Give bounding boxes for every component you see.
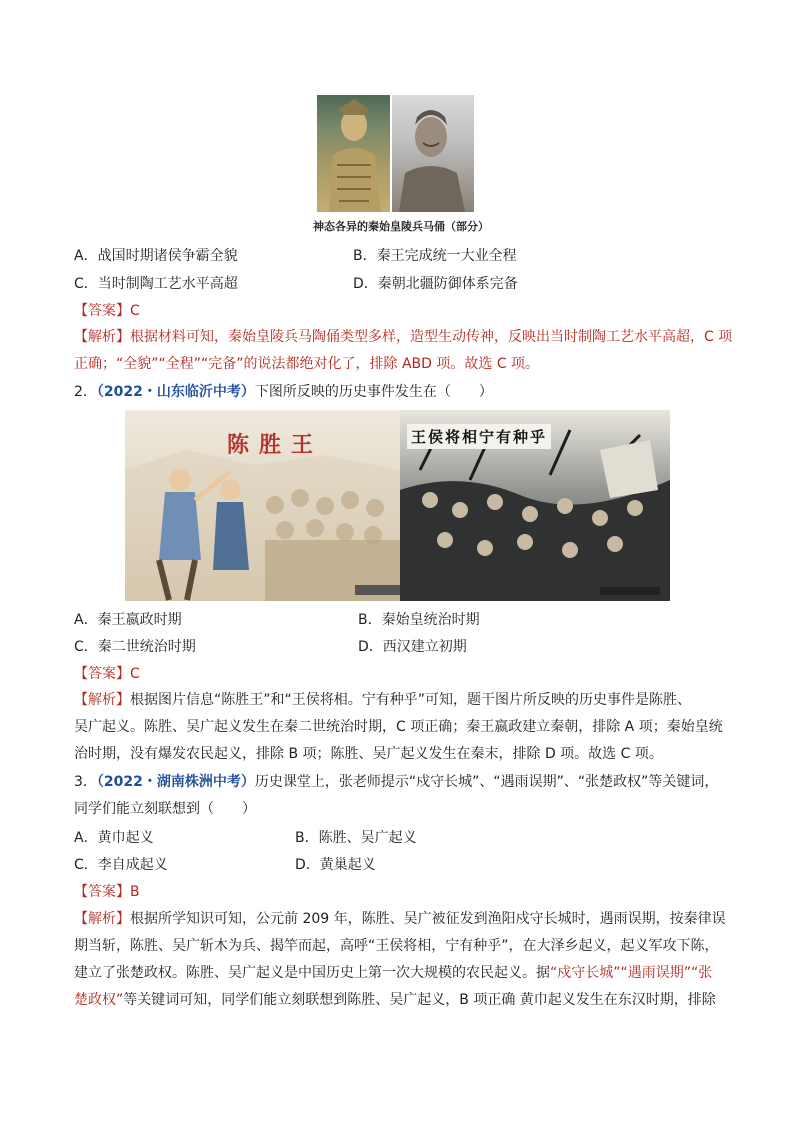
q1-option-c: C．当时制陶工艺水平高超	[74, 276, 238, 292]
q2-analysis-line3: 治时期，没有爆发农民起义，排除 B 项；陈胜、吴广起义发生在秦末，排除 D 项。故选 C 项。	[74, 746, 663, 762]
question-stem: 下图所反映的历史事件发生在（ ）	[254, 384, 493, 400]
keyword-highlight: 楚政权”	[74, 992, 124, 1008]
q2-option-b: B．秦始皇统治时期	[358, 612, 480, 628]
analysis-text: 建立了张楚政权。陈胜、吴广起义是中国历史上第一次大规模的农民起义。据	[74, 965, 550, 981]
q2-option-c: C．秦二世统治时期	[74, 639, 196, 655]
q1-option-d: D．秦朝北疆防御体系完备	[353, 276, 518, 292]
q3-option-b: B．陈胜、吴广起义	[295, 830, 417, 846]
q3-analysis-line3	[74, 963, 712, 983]
analysis-label: 【解析】	[74, 329, 130, 345]
answer-value: B	[130, 884, 140, 900]
question-stem: 历史课堂上，张老师提示“戍守长城”、“遇雨误期”、“张楚政权”等关键词，	[254, 774, 719, 790]
warrior-left-photo	[317, 95, 391, 212]
answer-value: C	[130, 303, 140, 319]
q2-stem	[74, 382, 493, 402]
question-source: （2022・山东临沂中考）	[96, 384, 255, 400]
answer-label: 【答案】	[74, 884, 130, 900]
q1-option-a: A．战国时期诸侯争霸全貌	[74, 248, 238, 264]
q1-option-b: B．秦王完成统一大业全程	[353, 248, 517, 264]
q3-analysis-line1	[74, 909, 726, 929]
answer-label: 【答案】	[74, 666, 130, 682]
chen-sheng-uprising-image	[125, 410, 670, 601]
q3-option-d: D．黄巢起义	[295, 857, 376, 873]
analysis-text: 根据所学知识可知，公元前 209 年，陈胜、吴广被征发到渔阳戍守长城时，遇雨误期，按秦律误	[130, 911, 726, 927]
q2-option-a: A．秦王嬴政时期	[74, 612, 182, 628]
answer-label: 【答案】	[74, 303, 130, 319]
answer-value: C	[130, 666, 140, 682]
image-label-bar	[355, 585, 400, 595]
keyword-highlight: “戍守长城”“遇雨误期”“张	[550, 965, 713, 981]
question-number: 3．	[74, 774, 97, 790]
q3-stem-line1	[74, 772, 718, 792]
question-number: 2．	[74, 384, 97, 400]
q3-stem-line2: 同学们能立刻联想到（ ）	[74, 801, 256, 817]
q2-option-d: D．西汉建立初期	[358, 639, 467, 655]
warrior-right-photo	[391, 95, 474, 212]
analysis-text: 根据材料可知，秦始皇陵兵马陶俑类型多样，造型生动传神，反映出当时制陶工艺水平高超，C 项	[130, 329, 733, 345]
q2-analysis-line1	[74, 690, 691, 710]
illustration-title-left: 陈胜王	[227, 432, 324, 458]
image-label-bar	[600, 587, 660, 595]
q3-option-c: C．李自成起义	[74, 857, 168, 873]
q1-analysis-line1	[74, 327, 732, 347]
image-divider	[390, 95, 392, 212]
q3-analysis-line2: 期当斩，陈胜、吴广斩木为兵、揭竿而起，高呼“王侯将相，宁有种乎”，在大泽乡起义，起义军攻下陈，	[74, 938, 719, 954]
q2-analysis-line2: 吴广起义。陈胜、吴广起义发生在秦二世统治时期，C 项正确；秦王嬴政建立秦朝，排除 A 项；秦始皇统	[74, 719, 723, 735]
q2-answer	[74, 664, 140, 684]
q1-analysis-line2: 正确；“全貌”“全程”“完备”的说法都绝对化了，排除 ABD 项。故选 C 项。	[74, 356, 540, 372]
figure-caption: 神态各异的秦始皇陵兵马俑（部分）	[313, 220, 489, 233]
analysis-label: 【解析】	[74, 692, 130, 708]
question-source: （2022・湖南株洲中考）	[96, 774, 255, 790]
terracotta-warriors-image	[317, 95, 474, 212]
q3-answer	[74, 882, 140, 902]
q1-answer	[74, 301, 140, 321]
illustration-title-right: 王侯将相宁有种乎	[407, 424, 551, 449]
q3-option-a: A．黄巾起义	[74, 830, 154, 846]
analysis-label: 【解析】	[74, 911, 130, 927]
analysis-text: 等关键词可知，同学们能立刻联想到陈胜、吴广起义，B 项正确 黄巾起义发生在东汉时期，排除	[123, 992, 716, 1008]
analysis-text: 根据图片信息“陈胜王”和“王侯将相。宁有种乎”可知，题干图片所反映的历史事件是陈胜、	[130, 692, 692, 708]
q3-analysis-line4	[74, 990, 716, 1010]
